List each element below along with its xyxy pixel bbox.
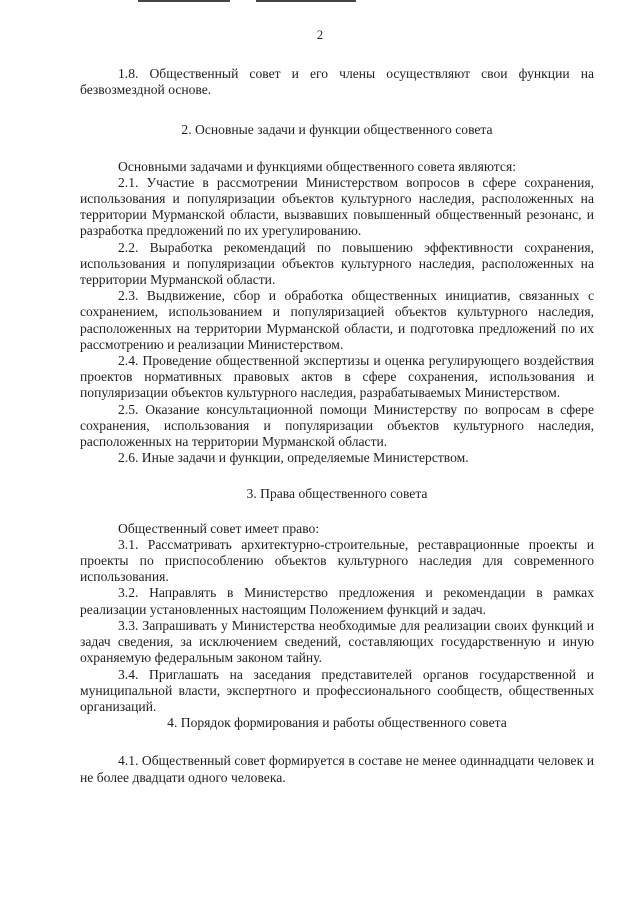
paragraph-2-3: 2.3. Выдвижение, сбор и обработка общественных инициатив, связанных с сохранением, использованием и популяризацией объектов культурного наследия, расположенных на территории Мурманской области, и подготовка предложений по их рассмотрению и реализации Министерством. bbox=[80, 288, 594, 352]
paragraph-2-5: 2.5. Оказание консультационной помощи Министерству по вопросам в сфере сохранения, использования и популяризации объектов культурного наследия, расположенных на территории Мурманской области. bbox=[80, 401, 594, 450]
paragraph-3-3: 3.3. Запрашивать у Министерства необходимые для реализации своих функций и задач сведения, за исключением сведений, составляющих государственную и иную охраняемую федеральным законом тайну. bbox=[80, 617, 594, 666]
paragraph-3-2: 3.2. Направлять в Министерство предложения и рекомендации в рамках реализации установленных настоящим Положением функций и задач. bbox=[80, 585, 594, 617]
section-heading-2: 2. Основные задачи и функции общественного совета bbox=[181, 122, 493, 138]
scan-edge-mark bbox=[138, 0, 230, 2]
section-heading-3: 3. Права общественного совета bbox=[246, 486, 428, 502]
scan-edge-mark bbox=[256, 0, 356, 2]
paragraph-1-8: 1.8. Общественный совет и его члены осуществляют свои функции на безвозмездной основе. bbox=[80, 66, 594, 98]
paragraph-3-4: 3.4. Приглашать на заседания представителей органов государственной и муниципальной власти, экспертного и профессионального сообществ, общественных организаций. bbox=[80, 666, 594, 714]
section-heading-4: 4. Порядок формирования и работы общественного совета bbox=[167, 715, 507, 731]
paragraph-2-2: 2.2. Выработка рекомендаций по повышению эффективности сохранения, использования и популяризации объектов культурного наследия, расположенных на территории Мурманской области. bbox=[80, 239, 594, 288]
paragraph-3-1: 3.1. Рассматривать архитектурно-строительные, реставрационные проекты и проекты по приспособлению объектов культурного наследия для современного использования. bbox=[80, 536, 594, 585]
paragraph-intro-3: Общественный совет имеет право: bbox=[118, 520, 320, 536]
paragraph-2-6: 2.6. Иные задачи и функции, определяемые Министерством. bbox=[118, 450, 469, 466]
document-body bbox=[80, 66, 594, 786]
page-number: 2 bbox=[316, 28, 324, 42]
paragraph-2-1: 2.1. Участие в рассмотрении Министерством вопросов в сфере сохранения, использования и популяризации объектов культурного наследия, расположенных на территории Мурманской области, вызвавших повышенный общественный резонанс, и разработка предложений по их урегулированию. bbox=[80, 174, 594, 239]
paragraph-2-4: 2.4. Проведение общественной экспертизы и оценка регулирующего воздействия проектов нормативных правовых актов в сфере сохранения, использования и популяризации объектов культурного наследия, разрабатываемых Министерством. bbox=[80, 353, 594, 401]
paragraph-4-1: 4.1. Общественный совет формируется в составе не менее одиннадцати человек и не более двадцати одного человека. bbox=[80, 753, 594, 785]
paragraph-intro-2: Основными задачами и функциями общественного совета являются: bbox=[118, 158, 516, 174]
